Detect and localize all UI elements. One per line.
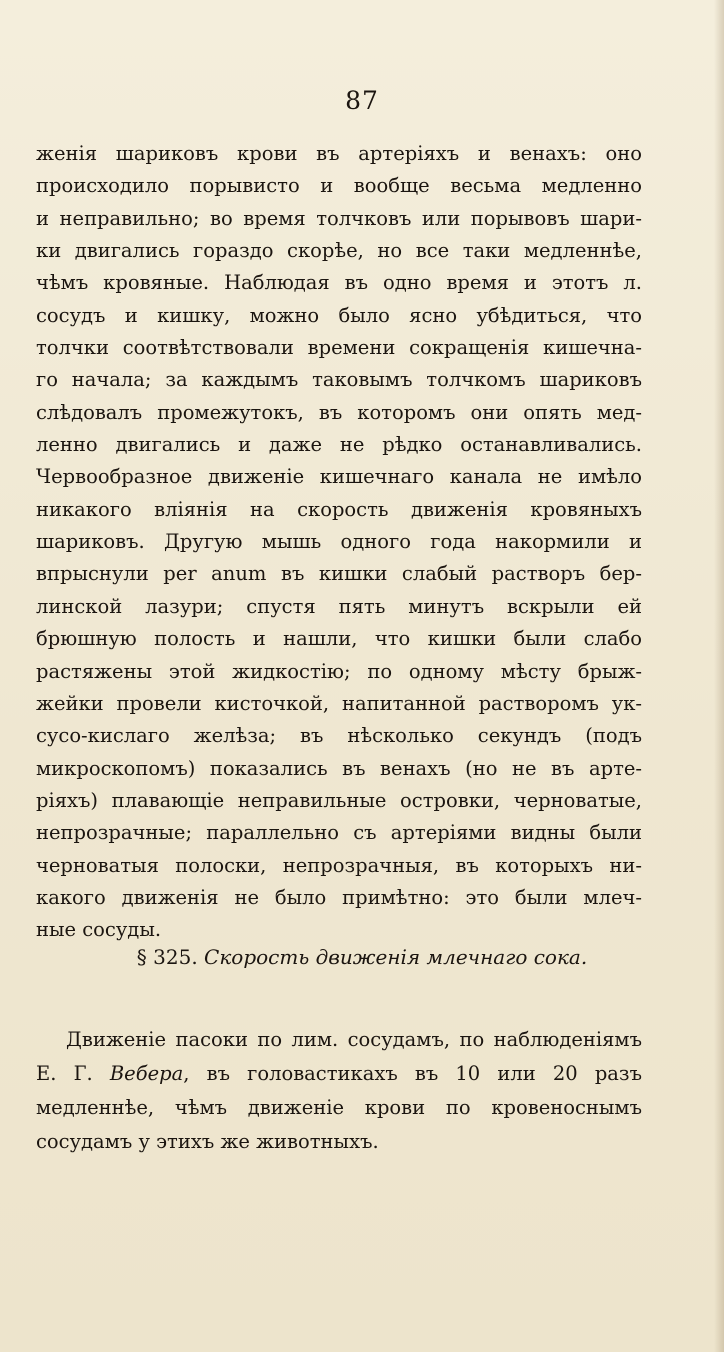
text-line: никакого вліянія на скорость движенія кровяныхъ	[36, 497, 642, 521]
text-line: чѣмъ кровяные. Наблюдая въ одно время и этотъ л.	[36, 271, 642, 295]
text-line: и неправильно; во время толчковъ или порывовъ шари-	[36, 206, 642, 230]
text-line: линской лазури; спустя пять минутъ вскрыли ей	[36, 594, 642, 618]
text-line: жейки провели кисточкой, напитанной растворомъ ук-	[36, 691, 642, 715]
text-line: Движеніе пасоки по лим. сосудамъ, по наблюденіямъ	[66, 1028, 642, 1051]
text-line: ные сосуды.	[36, 918, 162, 942]
text-line: растяжены этой жидкостію; по одному мѣсту брыж-	[36, 659, 642, 683]
text-line: Червообразное движеніе кишечнаго канала не имѣло	[36, 465, 642, 489]
paragraph-1	[36, 138, 642, 947]
text-line: женія шариковъ крови въ артеріяхъ и венахъ: оно	[36, 142, 642, 165]
text-line: го начала; за каждымъ таковымъ толчкомъ шариковъ	[36, 368, 642, 392]
text-segment: , въ головастикахъ въ 10 или 20 разъ	[183, 1062, 642, 1085]
text-line: непрозрачные; параллельно съ артеріями видны были	[36, 821, 642, 845]
section-number: § 325.	[136, 945, 198, 969]
page-number: 87	[345, 86, 379, 115]
text-line: черноватыя полоски, непрозрачныя, въ которыхъ ни-	[36, 853, 642, 877]
author-name: Вебера	[109, 1062, 184, 1085]
text-line	[36, 1057, 642, 1091]
text-line: шариковъ. Другую мышь одного года накормили и	[36, 530, 642, 554]
paragraph-2	[36, 1023, 642, 1159]
text-line: впрыснули per anum въ кишки слабый растворъ бер-	[36, 562, 642, 586]
section-heading	[0, 940, 724, 974]
text-line: сусо-кислаго желѣза; въ нѣсколько секундъ (подъ	[36, 724, 642, 748]
text-line: какого движенія не было примѣтно: это были млеч-	[36, 885, 642, 909]
text-line: слѣдовалъ промежутокъ, въ которомъ они опять мед-	[36, 400, 642, 424]
section-title: Скорость движенія млечнаго сока.	[204, 945, 588, 969]
text-line: происходило порывисто и вообще весьма медленно	[36, 174, 642, 198]
text-line: толчки соотвѣтствовали времени сокращенія кишечна-	[36, 336, 642, 360]
text-line: ріяхъ) плавающіе неправильные островки, черноватые,	[36, 788, 642, 812]
text-line: ки двигались гораздо скорѣе, но все таки медленнѣе,	[36, 239, 642, 263]
text-line: медленнѣе, чѣмъ движеніе крови по кровеноснымъ	[36, 1096, 642, 1119]
text-segment: Е. Г.	[36, 1062, 110, 1085]
text-line: микроскопомъ) показались въ венахъ (но не въ арте-	[36, 756, 642, 780]
text-line: ленно двигались и даже не рѣдко останавливались.	[36, 433, 642, 457]
text-line: брюшную полость и нашли, что кишки были слабо	[36, 627, 642, 651]
text-line: сосудъ и кишку, можно было ясно убѣдиться, что	[36, 303, 642, 327]
text-line: сосудамъ у этихъ же животныхъ.	[36, 1130, 379, 1153]
